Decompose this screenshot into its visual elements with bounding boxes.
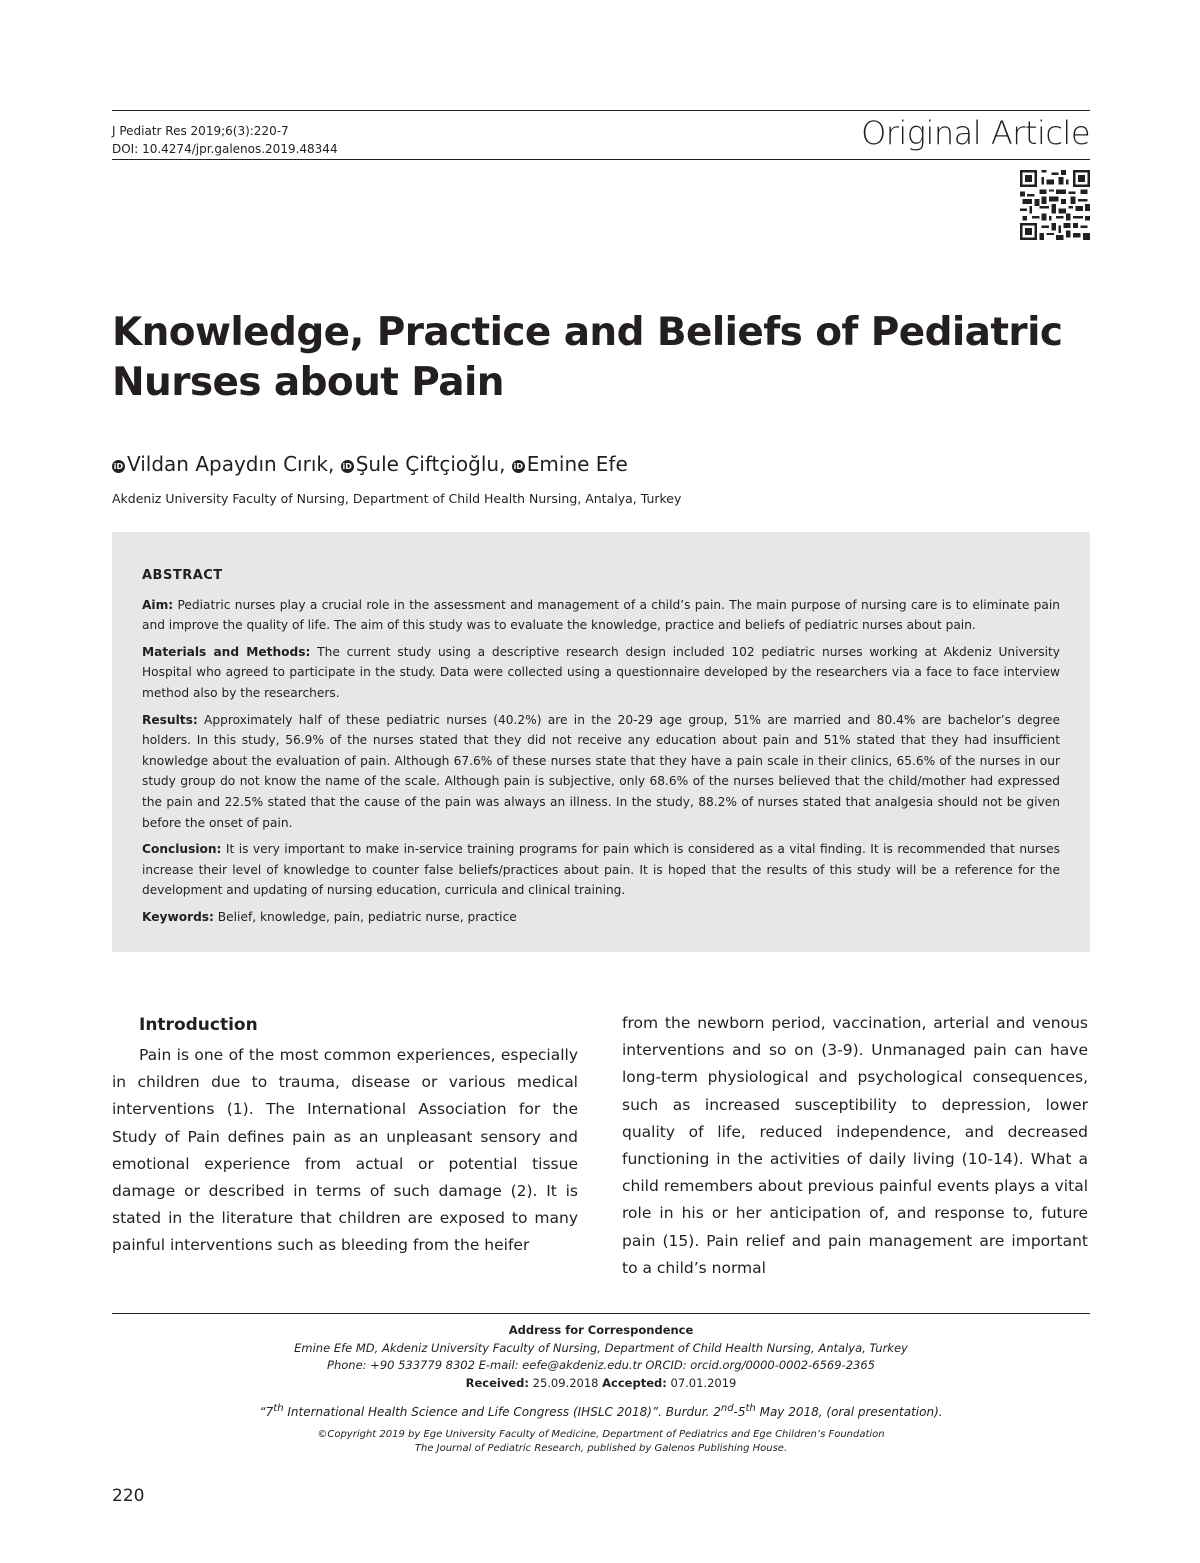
correspondence-block (112, 1322, 1090, 1456)
abstract-heading: ABSTRACT (142, 568, 223, 583)
correspondence-contact[interactable]: Phone: +90 533779 8302 E-mail: eefe@akdeniz.edu.tr ORCID: orcid.org/0000-0002-6569-2365 (327, 1358, 875, 1373)
correspondence-address: Emine Efe MD, Akdeniz University Faculty of Nursing, Department of Child Health Nursing, Antalya, Turkey (294, 1340, 908, 1355)
abstract-aim: Aim: Pediatric nurses play a crucial role in the assessment and management of a child’s pain. The main purpose of nursing care is to eliminate pain and improve the quality of life. The aim of this study was to evaluate the knowledge, practice and beliefs of pediatric nurses about pain. (142, 597, 1060, 633)
footer-rule (112, 1313, 1090, 1314)
abstract-results: Results: Approximately half of these pediatric nurses (40.2%) are in the 20-29 age group, 51% are married and 80.4% are bachelor’s degree holders. In this study, 56.9% of the nurses stated that they did not receive any education about pain and 51% stated that they had insufficient knowledge about the evaluation of pain. Although 67.6% of these nurses state that they have a pain scale in their clinics, 65.6% of the nurses in our study group do not know the name of the scale. Although pain is subjective, only 68.6% of the nurses believed that the child/mother had expressed the pain and 22.5% stated that the cause of the pain was always an illness. In the study, 88.2% of nurses stated that analgesia should not be given before the onset of pain. (142, 712, 1060, 830)
orcid-icon[interactable]: iD (342, 462, 352, 471)
abstract-keywords: Keywords: Belief, knowledge, pain, pediatric nurse, practice (142, 909, 517, 924)
article-title (112, 308, 1092, 408)
article-title-line2: Nurses about Pain (112, 360, 504, 405)
author-1[interactable]: iD Vildan Apaydın Cırık, (113, 452, 335, 476)
journal-citation: J Pediatr Res 2019;6(3):220-7 (112, 124, 289, 138)
correspondence-heading: Address for Correspondence (508, 1323, 694, 1337)
article-title-line1: Knowledge, Practice and Beliefs of Pediatric (112, 310, 1063, 355)
qr-code-icon (1020, 170, 1090, 240)
body-column-left (112, 1010, 578, 1260)
section-title-introduction: Introduction (139, 1015, 258, 1035)
header-bottom-rule (112, 159, 1090, 160)
copyright-notice: ©Copyright 2019 by Ege University Faculty of Medicine, Department of Pediatrics and Ege Children’s Foundation The Journal of Pediatric Research, published by Galenos Publishing House. (317, 1428, 885, 1454)
header-top-rule (112, 110, 1090, 111)
page-number: 220 (112, 1486, 145, 1506)
body-paragraph: Pain is one of the most common experiences, especially in children due to trauma, disease or various medical interventions (1). The International Association for the Study of Pain defines pain as an unpleasant sensory and emotional experience from actual or potential tissue damage or described in terms of such damage (2). It is stated in the literature that children are exposed to many painful interventions such as bleeding from the heifer (112, 1046, 578, 1255)
orcid-icon[interactable]: iD (513, 462, 523, 471)
body-column-right (622, 1010, 1088, 1282)
abstract-conclusion: Conclusion: It is very important to make in-service training programs for pain which is considered as a vital finding. It is recommended that nurses increase their level of knowledge to counter false beliefs/practices about pain. It is hoped that the results of this study will be a reference for the development and updating of nursing education, curricula and clinical training. (142, 842, 1060, 898)
author-list (112, 450, 628, 478)
author-2[interactable]: iD Şule Çiftçioğlu, (342, 452, 506, 476)
received-accepted: Received: 25.09.2018 Accepted: 07.01.2019 (465, 1375, 737, 1390)
orcid-icon[interactable]: iD (113, 462, 124, 471)
article-type: Original Article (861, 114, 1090, 152)
congress-note: “7th International Health Science and Life Congress (IHSLC 2018)”. Burdur. 2nd-5th May 2018, (oral presentation). (259, 1403, 943, 1420)
abstract-methods: Materials and Methods: The current study using a descriptive research design included 102 pediatric nurses working at Akdeniz University Hospital who agreed to participate in the study. Data were collected using a questionnaire developed by the researchers via a face to face interview method also by the researchers. (142, 644, 1060, 700)
body-paragraph: from the newborn period, vaccination, arterial and venous interventions and so on (3-9). Unmanaged pain can have long-term physiological and psychological consequences, such as increased susceptibility to depression, lower quality of life, reduced independence, and decreased functioning in the activities of daily living (10-14). What a child remembers about previous painful events plays a vital role in his or her anticipation of, and response to, future pain (15). Pain relief and pain management are important to a child’s normal (622, 1014, 1088, 1277)
abstract-box (112, 532, 1090, 952)
affiliation: Akdeniz University Faculty of Nursing, Department of Child Health Nursing, Antalya, Turkey (112, 491, 682, 506)
author-3[interactable]: iD Emine Efe (513, 452, 628, 476)
doi[interactable]: DOI: 10.4274/jpr.galenos.2019.48344 (112, 142, 338, 156)
